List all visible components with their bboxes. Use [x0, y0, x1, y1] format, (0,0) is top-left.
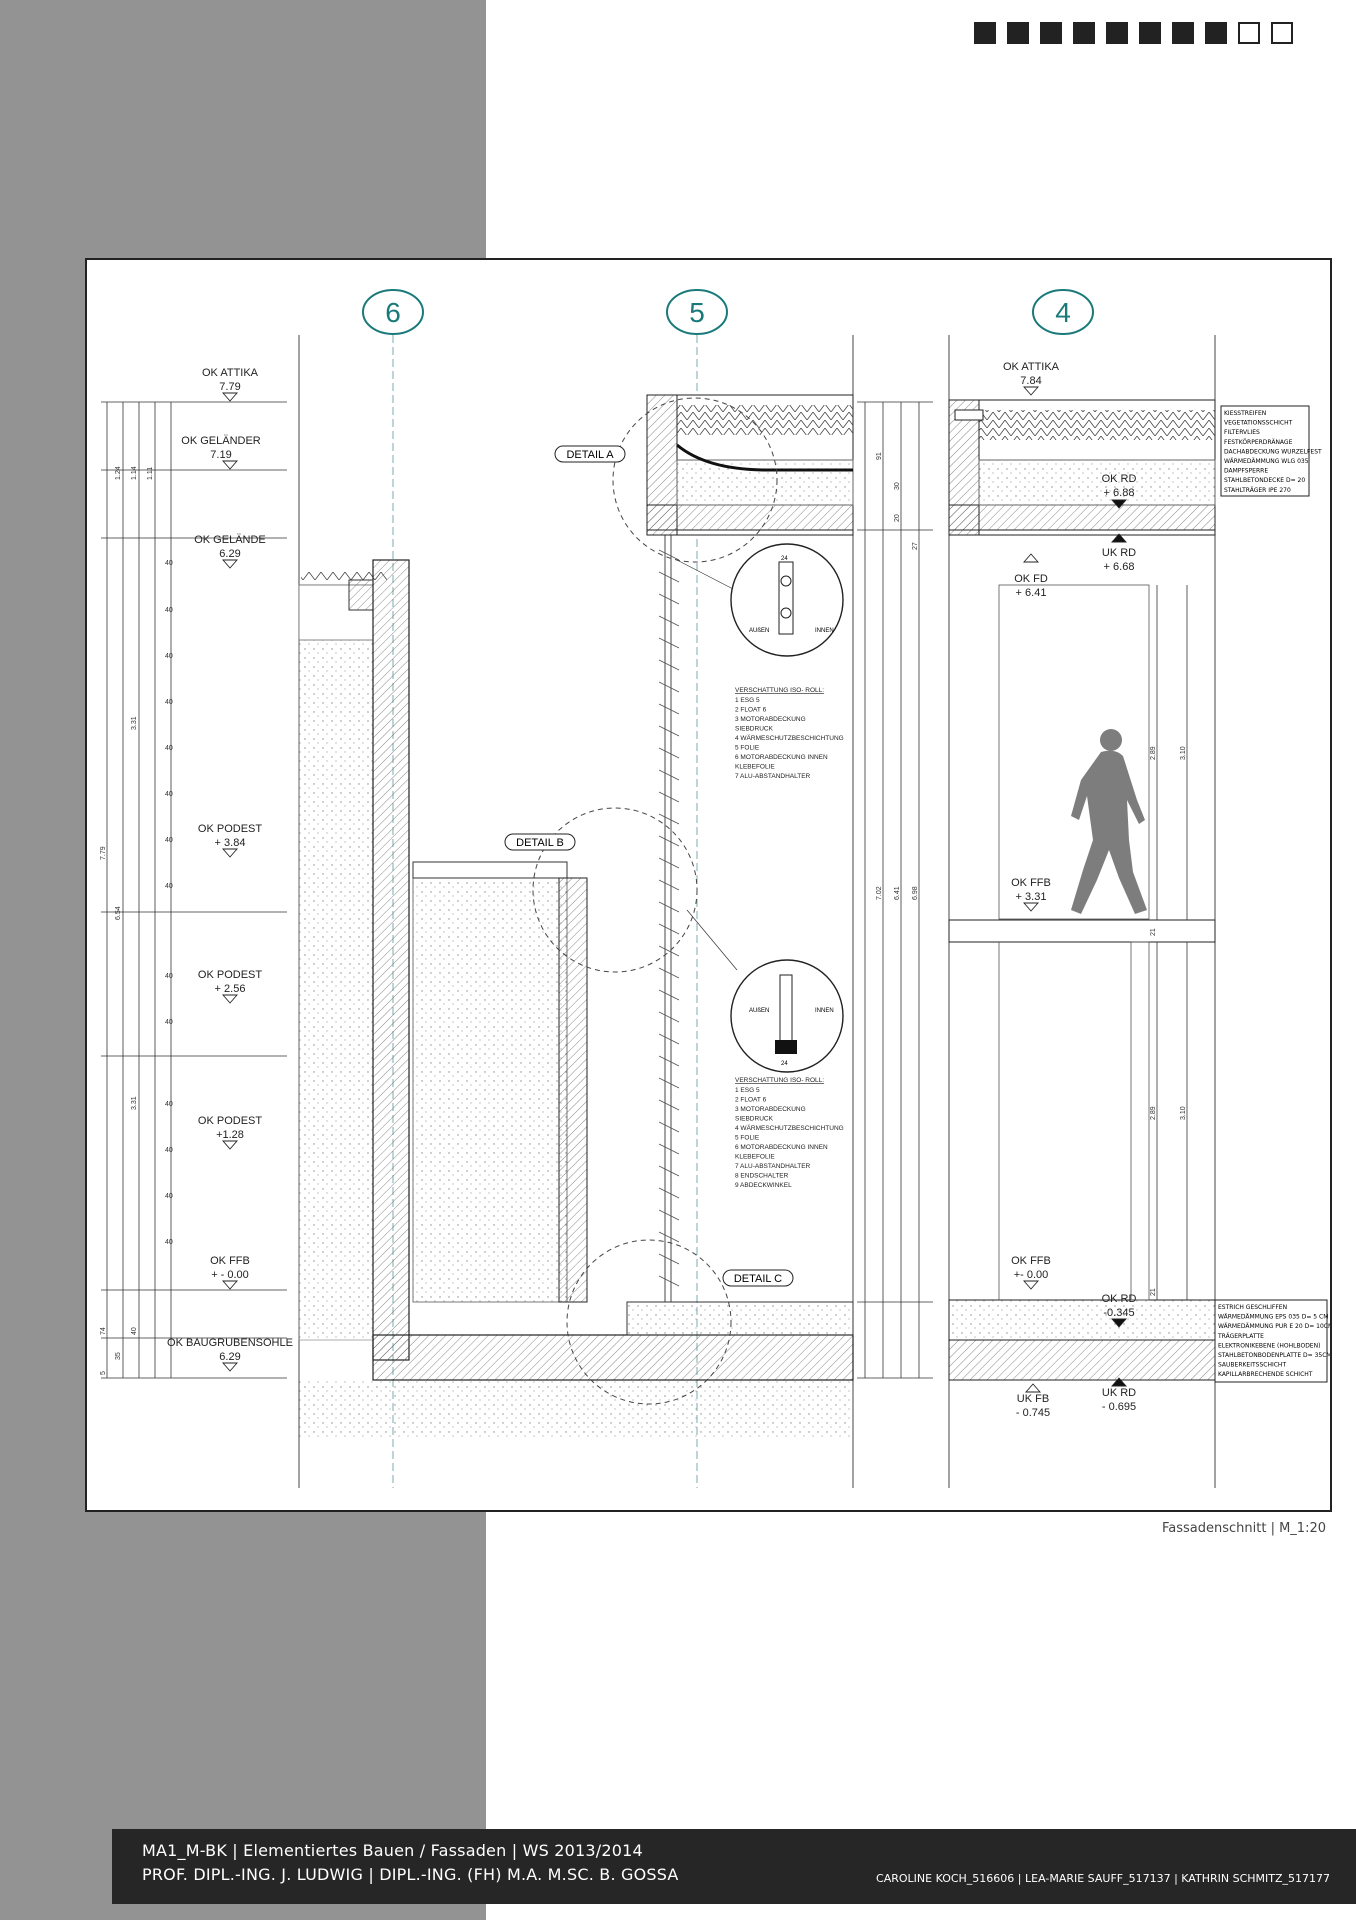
level-ok-ffb-upper-value: + 3.31 — [1015, 891, 1047, 903]
inset-upper-width: 24 — [781, 556, 788, 562]
level-uk-fb: UK FB — [1016, 1393, 1050, 1405]
sunshade-slat — [659, 1100, 679, 1110]
legend-b-item: 6 MOTORABDECKUNG INNEN — [735, 754, 828, 761]
level-ok-attika-right: OK ATTIKA — [1002, 361, 1060, 373]
legend-c-item: SIEBDRUCK — [735, 1115, 773, 1123]
legend-c-item: 6 MOTORABDECKUNG INNEN — [735, 1144, 828, 1151]
facade-section-drawing — [85, 258, 1332, 1512]
legend-b-item: 5 FOLIE — [735, 744, 760, 752]
sunshade-slat — [659, 1254, 679, 1264]
sunshade-slat — [659, 1144, 679, 1154]
level-ok-attika-left-value: 7.79 — [219, 381, 241, 393]
legend-c-item: 4 WÄRMESCHUTZBESCHICHTUNG — [735, 1125, 844, 1132]
detail-inset-lower — [687, 910, 843, 1072]
svg-text:40: 40 — [165, 699, 173, 706]
progress-square — [1040, 22, 1062, 44]
floor-layer-item: ESTRICH GESCHLIFFEN — [1218, 1304, 1288, 1311]
sunshade-slat — [659, 660, 679, 670]
legend-c-item: 9 ABDECKWINKEL — [735, 1182, 792, 1189]
sunshade-slat — [659, 770, 679, 780]
axis-5-marker — [667, 290, 727, 334]
sunshade-slat — [659, 902, 679, 912]
dim-mid-1: 6.41 — [894, 886, 901, 900]
dim-left-4: 3.31 — [131, 716, 138, 730]
dim-right-5: 21 — [1150, 1288, 1157, 1296]
roof-layer-item: WÄRMEDÄMMUNG WLG 035 — [1224, 458, 1309, 465]
footer-bar — [112, 1829, 1356, 1904]
sunshade-slat — [659, 616, 679, 626]
roof-layer-table — [1221, 406, 1322, 496]
roof-layer-item: VEGETATIONSSCHICHT — [1224, 419, 1293, 427]
legend-b-item: 2 FLOAT 6 — [735, 706, 767, 714]
svg-text:40: 40 — [165, 837, 173, 844]
drawing-caption: Fassadenschnitt | M_1:20 — [1161, 1521, 1326, 1536]
level-ok-podest-3: OK PODEST — [197, 1115, 263, 1127]
floor-layer-item: KAPILLARBRECHENDE SCHICHT — [1218, 1371, 1313, 1379]
roof-layer-item: FILTERVLIES — [1224, 429, 1260, 437]
sunshade-slat — [659, 572, 679, 582]
page-progress-indicator — [974, 22, 1293, 44]
roof-layer-item: DAMPFSPERRE — [1224, 467, 1269, 475]
sunshade-slat — [659, 836, 679, 846]
sunshade-slat — [659, 880, 679, 890]
svg-text:40: 40 — [165, 883, 173, 890]
level-ok-podest-2: OK PODEST — [197, 969, 263, 981]
progress-square — [1238, 22, 1260, 44]
axis-5-label: 5 — [689, 297, 705, 328]
sunshade-slat — [659, 1276, 679, 1286]
detail-c-tag[interactable] — [723, 1270, 793, 1286]
dim-left-3: 1.11 — [147, 466, 154, 480]
svg-text:40: 40 — [165, 791, 173, 798]
floor-layer-item: WÄRMEDÄMMUNG PUR E 20 D= 10CM — [1218, 1323, 1334, 1331]
level-ok-attika-left: OK ATTIKA — [201, 367, 259, 379]
dim-left-9: 35 — [115, 1352, 122, 1360]
sunshade-slat — [659, 1012, 679, 1022]
roof-layer-item: DACHABDECKUNG WURZELFEST — [1224, 448, 1322, 456]
progress-square — [1007, 22, 1029, 44]
legend-c-item: 5 FOLIE — [735, 1134, 760, 1142]
legend-c-item: 2 FLOAT 6 — [735, 1096, 767, 1104]
level-ok-fd-value: + 6.41 — [1015, 587, 1047, 599]
dim-mid-3: 91 — [876, 452, 883, 460]
progress-square — [1073, 22, 1095, 44]
sunshade-slat — [659, 682, 679, 692]
roof-layer-item: FESTKÖRPERDRÄNAGE — [1224, 438, 1293, 446]
floor-layer-item: STAHLBETONBODENPLATTE D= 35CM — [1218, 1352, 1332, 1359]
axis-6-marker — [363, 290, 423, 334]
sunshade-slat — [659, 1166, 679, 1176]
svg-text:40: 40 — [165, 1193, 173, 1200]
detail-b-tag[interactable] — [505, 834, 575, 850]
level-ok-fd: OK FD — [1014, 573, 1048, 585]
roof-layer-item: KIESSTREIFEN — [1224, 410, 1267, 417]
dim-mid-4: 30 — [894, 482, 901, 490]
inset-lower-width: 24 — [781, 1061, 788, 1067]
dim-mid-0: 7.02 — [876, 886, 883, 900]
left-dimension-chains — [101, 402, 287, 1378]
dim-left-8: 40 — [131, 1327, 138, 1335]
detail-c-label: DETAIL C — [733, 1273, 783, 1285]
legend-b-title: VERSCHATTUNG ISO- ROLL: — [735, 687, 825, 694]
svg-text:40: 40 — [165, 1101, 173, 1108]
dim-right-0: 2.89 — [1150, 746, 1157, 760]
level-uk-rd-top-value: + 6.68 — [1103, 561, 1135, 573]
level-ok-ffb-right: OK FFB — [1011, 1255, 1051, 1267]
legend-c-item: 3 MOTORABDECKUNG — [735, 1106, 806, 1113]
progress-square — [1205, 22, 1227, 44]
sunshade-slat — [659, 924, 679, 934]
level-ok-ffb-left: OK FFB — [210, 1255, 250, 1267]
axis-6-label: 6 — [385, 297, 401, 328]
detail-a-label: DETAIL A — [566, 449, 614, 461]
sunshade-slat — [659, 858, 679, 868]
sunshade-slat — [659, 594, 679, 604]
dim-left-5: 6.54 — [115, 906, 122, 920]
dim-mid-5: 20 — [894, 514, 901, 522]
axis-4-label: 4 — [1055, 297, 1071, 328]
sunshade-slat — [659, 990, 679, 1000]
dim-left-1: 1.24 — [115, 466, 122, 480]
footer-course-line: MA1_M-BK | Elementiertes Bauen / Fassaden | WS 2013/2014 — [142, 1841, 643, 1860]
inset-upper-inside-label: INNEN — [815, 628, 834, 634]
level-uk-rd-top: UK RD — [1101, 547, 1137, 559]
footer-professors-line: PROF. DIPL.-ING. J. LUDWIG | DIPL.-ING. (FH) M.A. M.SC. B. GOSSA — [142, 1865, 679, 1884]
dim-right-1: 3.10 — [1180, 746, 1187, 760]
level-ok-rd-bottom-value: -0.345 — [1103, 1307, 1135, 1319]
legend-detail-c — [735, 1077, 844, 1189]
level-ok-baugrubensohle: OK BAUGRUBENSOHLE — [167, 1337, 293, 1349]
sunshade-slat — [659, 1232, 679, 1242]
inset-lower-outside-label: AUßEN — [749, 1008, 770, 1014]
dim-left-6: 3.31 — [131, 1096, 138, 1110]
sunshade-slat — [659, 1210, 679, 1220]
legend-c-title: VERSCHATTUNG ISO- ROLL: — [735, 1077, 825, 1084]
dim-left-10: 5 — [100, 1371, 107, 1375]
level-ok-ffb-upper: OK FFB — [1011, 877, 1051, 889]
svg-text:40: 40 — [165, 1019, 173, 1026]
detail-a-tag[interactable] — [555, 446, 625, 462]
roof-layer-item: STAHLBETONDECKE D= 20 — [1224, 477, 1306, 485]
svg-text:40: 40 — [165, 560, 173, 567]
dim-left-2: 1.14 — [131, 466, 138, 480]
legend-b-item: 7 ALU-ABSTANDHALTER — [735, 773, 811, 780]
progress-square — [1271, 22, 1293, 44]
progress-square — [974, 22, 996, 44]
level-ok-gelaender: OK GELÄNDER — [181, 435, 261, 447]
detail-inset-upper — [677, 544, 843, 656]
sunshade-slat — [659, 946, 679, 956]
svg-text:40: 40 — [165, 1147, 173, 1154]
level-ok-podest-1: OK PODEST — [197, 823, 263, 835]
inset-upper-outside-label: AUßEN — [749, 628, 770, 634]
roof-layer-item: STAHLTRÄGER IPE 270 — [1224, 486, 1291, 494]
level-ok-podest-1-value: + 3.84 — [214, 837, 246, 849]
sunshade-slat — [659, 638, 679, 648]
inset-lower-inside-label: INNEN — [815, 1008, 834, 1014]
level-ok-ffb-left-value: + - 0.00 — [211, 1269, 249, 1281]
sunshade-slat — [659, 1188, 679, 1198]
sunshade-slat — [659, 968, 679, 978]
dim-mid-6: 27 — [912, 542, 919, 550]
legend-c-item: 7 ALU-ABSTANDHALTER — [735, 1163, 811, 1170]
sunshade-slat — [659, 792, 679, 802]
svg-text:40: 40 — [165, 607, 173, 614]
level-ok-attika-right-value: 7.84 — [1020, 375, 1042, 387]
dim-mid-2: 6.98 — [912, 886, 919, 900]
axis-4-marker — [1033, 290, 1093, 334]
sunshade-slat — [659, 748, 679, 758]
legend-c-item: 1 ESG 5 — [735, 1087, 760, 1094]
sunshade-slat — [659, 726, 679, 736]
dim-left-7: 74 — [100, 1327, 107, 1335]
footer-authors: CAROLINE KOCH_516606 | LEA-MARIE SAUFF_517137 | KATHRIN SCHMITZ_517177 — [876, 1872, 1330, 1885]
level-ok-gelaende: OK GELÄNDE — [194, 534, 266, 546]
level-ok-ffb-right-value: +- 0.00 — [1013, 1269, 1049, 1281]
floor-layer-item: TRÄGERPLATTE — [1218, 1332, 1264, 1340]
svg-text:40: 40 — [165, 653, 173, 660]
floor-layer-table — [1215, 1300, 1332, 1382]
legend-b-item: KLEBEFOLIE — [735, 763, 775, 771]
sunshade-slat — [659, 1122, 679, 1132]
dim-right-3: 3.10 — [1180, 1106, 1187, 1120]
level-ok-rd-top-value: + 6.88 — [1103, 487, 1135, 499]
svg-text:40: 40 — [165, 973, 173, 980]
level-ok-gelaende-value: 6.29 — [219, 548, 241, 560]
level-ok-podest-2-value: + 2.56 — [214, 983, 246, 995]
legend-b-item: 4 WÄRMESCHUTZBESCHICHTUNG — [735, 735, 844, 742]
level-ok-gelaender-value: 7.19 — [210, 449, 232, 461]
legend-detail-b — [735, 687, 844, 780]
legend-b-item: 3 MOTORABDECKUNG — [735, 716, 806, 723]
level-uk-rd-bottom-value: - 0.695 — [1101, 1401, 1137, 1413]
sunshade-slat — [659, 1034, 679, 1044]
progress-square — [1106, 22, 1128, 44]
svg-text:40: 40 — [165, 745, 173, 752]
legend-b-item: 1 ESG 5 — [735, 697, 760, 704]
legend-c-item: KLEBEFOLIE — [735, 1153, 775, 1161]
level-ok-rd-bottom: OK RD — [1101, 1293, 1137, 1305]
sunshade-slat — [659, 704, 679, 714]
level-uk-rd-bottom: UK RD — [1101, 1387, 1137, 1399]
level-ok-rd-top: OK RD — [1101, 473, 1137, 485]
level-ok-podest-3-value: +1.28 — [216, 1129, 244, 1141]
level-ok-baugrubensohle-value: 6.29 — [219, 1351, 241, 1363]
legend-b-item: SIEBDRUCK — [735, 725, 773, 733]
detail-b-label: DETAIL B — [516, 837, 564, 849]
svg-text:40: 40 — [165, 1239, 173, 1246]
floor-layer-item: SAUBERKEITSSCHICHT — [1218, 1361, 1287, 1369]
floor-layer-item: ELEKTRONIKEBENE (HOHLBODEN) — [1218, 1342, 1321, 1350]
dim-right-4: 21 — [1150, 928, 1157, 936]
dim-right-2: 2.89 — [1150, 1106, 1157, 1120]
progress-square — [1139, 22, 1161, 44]
progress-square — [1172, 22, 1194, 44]
human-scale-figure — [1071, 729, 1147, 914]
legend-c-item: 8 ENDSCHALTER — [735, 1172, 789, 1180]
level-uk-fb-value: - 0.745 — [1015, 1407, 1051, 1419]
sunshade-slat — [659, 1078, 679, 1088]
dim-left-total: 7.79 — [100, 846, 107, 860]
sunshade-slat — [659, 1056, 679, 1066]
floor-layer-item: WÄRMEDÄMMUNG EPS 035 D= 5 CM — [1218, 1313, 1329, 1321]
